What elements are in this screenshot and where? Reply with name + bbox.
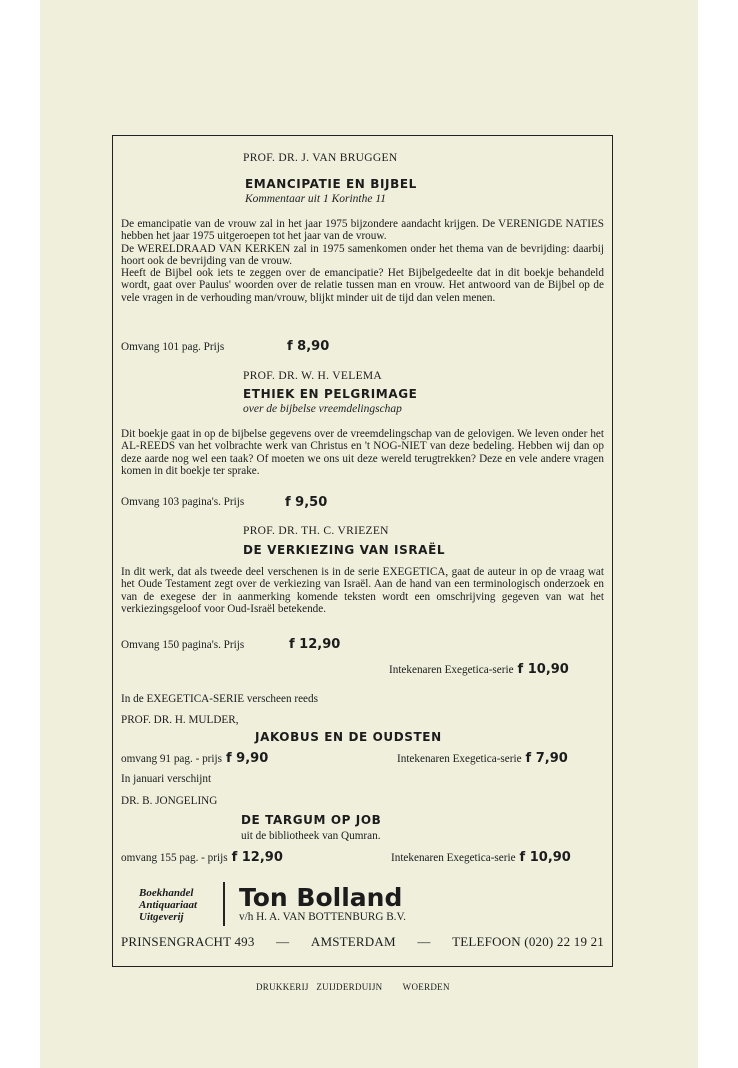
- printer-credit: DRUKKERIJ ZUIJDERDUIJN WOERDEN: [256, 982, 450, 992]
- series-pricing: [121, 749, 268, 767]
- series-intro: In de EXEGETICA-SERIE verscheen reeds: [121, 693, 318, 705]
- book3-price: f 12,90: [289, 637, 341, 652]
- book1-description: [121, 218, 604, 304]
- series-title: JAKOBUS EN DE OUDSTEN: [255, 730, 442, 744]
- publisher-divider: [223, 882, 225, 926]
- publisher-name: Ton Bolland: [239, 883, 403, 912]
- publisher-phone: TELEFOON (020) 22 19 21: [452, 934, 604, 949]
- upcoming-extent: omvang 155 pag. - prijs: [121, 852, 228, 864]
- book1-paragraph: Heeft de Bijbel ook iets te zeggen over de emancipatie? Het Bijbelgedeelte dat in dit boekje behandeld wordt, gaat over Paulus' woorden over de relatie tussen man en vrouw. Het antwoord van de Bijbel op de vele vragen in de verhouding man/vrouw, blijkt minder uit de tijd dan velen menen.: [121, 267, 604, 304]
- book2-extent: Omvang 103 pagina's. Prijs: [121, 496, 245, 508]
- upcoming-subscriber-price: f 10,90: [519, 850, 571, 865]
- book3-subscriber: [389, 660, 569, 678]
- book3-extent: Omvang 150 pagina's. Prijs: [121, 639, 245, 651]
- book1-paragraph: De emancipatie van de vrouw zal in het jaar 1975 bijzondere aandacht krijgen. De VERENIGDE NATIES hebben het jaar 1975 uitgeroepen tot het jaar van de vrouw.: [121, 218, 604, 243]
- upcoming-subscriber-label: Intekenaren Exegetica-serie: [391, 852, 516, 864]
- publisher-label-antiquarian: Antiquariaat: [139, 899, 198, 911]
- book1-subtitle: Kommentaar uit 1 Korinthe 11: [245, 193, 386, 205]
- series-extent: omvang 91 pag. - prijs: [121, 753, 222, 765]
- upcoming-subscriber: [391, 848, 571, 866]
- book2-price: f 9,50: [285, 495, 328, 510]
- book3-subscriber-price: f 10,90: [517, 662, 569, 677]
- advertisement-frame: [112, 135, 613, 967]
- series-price: f 9,90: [225, 751, 269, 766]
- book2-description: [121, 428, 604, 477]
- book1-extent: Omvang 101 pag. Prijs: [121, 341, 225, 353]
- upcoming-pricing: [121, 848, 283, 866]
- book1-title: EMANCIPATIE EN BIJBEL: [245, 177, 417, 191]
- publisher-city: AMSTERDAM: [310, 934, 396, 949]
- series-subscriber-label: Intekenaren Exegetica-serie: [397, 753, 522, 765]
- publisher-label-publisher: Uitgeverij: [139, 911, 184, 923]
- book2-paragraph: Dit boekje gaat in op de bijbelse gegevens over de vreemdelingschap van de gelovigen. We leven onder het AL-REEDS van het volbrachte werk van Christus en 't NOG-NIET van deze bedeling. Hebben wij dan op deze aarde nog wel een taak? Of moeten we ons uit deze wereld terugtrekken? Deze en vele andere vragen komen in dit boekje ter sprake.: [121, 428, 604, 477]
- book2-title: ETHIEK EN PELGRIMAGE: [243, 387, 418, 401]
- publisher-address: PRINSENGRACHT 493: [121, 934, 255, 949]
- separator-dash: —: [276, 934, 290, 949]
- book2-subtitle: over de bijbelse vreemdelingschap: [243, 403, 402, 415]
- series-subscriber-price: f 7,90: [525, 751, 568, 766]
- series-subscriber: [397, 749, 568, 767]
- upcoming-author: DR. B. JONGELING: [121, 795, 218, 807]
- separator-dash: —: [417, 934, 431, 949]
- publisher-labels: [139, 887, 197, 923]
- publisher-label-bookshop: Boekhandel: [139, 887, 194, 899]
- publisher-contact: [121, 934, 604, 950]
- book3-title: DE VERKIEZING VAN ISRAËL: [243, 543, 446, 557]
- book1-paragraph: De WERELDRAAD VAN KERKEN zal in 1975 samenkomen onder het thema van de bevrijding: daarbij hoort ook de bevrijding van de vrouw.: [121, 242, 604, 267]
- publisher-successor: v/h H. A. VAN BOTTENBURG B.V.: [239, 911, 406, 923]
- book3-paragraph: In dit werk, dat als tweede deel verschenen is in de serie EXEGETICA, gaat de auteur in op de vraag wat het Oude Testament zegt over de verkiezing van Israël. Aan de hand van een terminologisch onderzoek en van de exegese der in aanmerking komende teksten wordt een omschrijving gegeven van wat het verkiezingsgeloof voor Oud-Israël betekende.: [121, 566, 604, 615]
- upcoming-title: DE TARGUM OP JOB: [241, 813, 382, 827]
- book1-price: f 8,90: [287, 339, 330, 354]
- book1-author: PROF. DR. J. VAN BRUGGEN: [243, 152, 398, 164]
- book2-author: PROF. DR. W. H. VELEMA: [243, 370, 383, 382]
- series-author: PROF. DR. H. MULDER,: [121, 714, 239, 726]
- upcoming-intro: In januari verschijnt: [121, 773, 212, 785]
- book3-subscriber-label: Intekenaren Exegetica-serie: [389, 664, 514, 676]
- upcoming-subtitle: uit de bibliotheek van Qumran.: [241, 830, 381, 842]
- book3-description: [121, 566, 604, 615]
- book3-author: PROF. DR. TH. C. VRIEZEN: [243, 525, 389, 537]
- upcoming-price: f 12,90: [231, 850, 283, 865]
